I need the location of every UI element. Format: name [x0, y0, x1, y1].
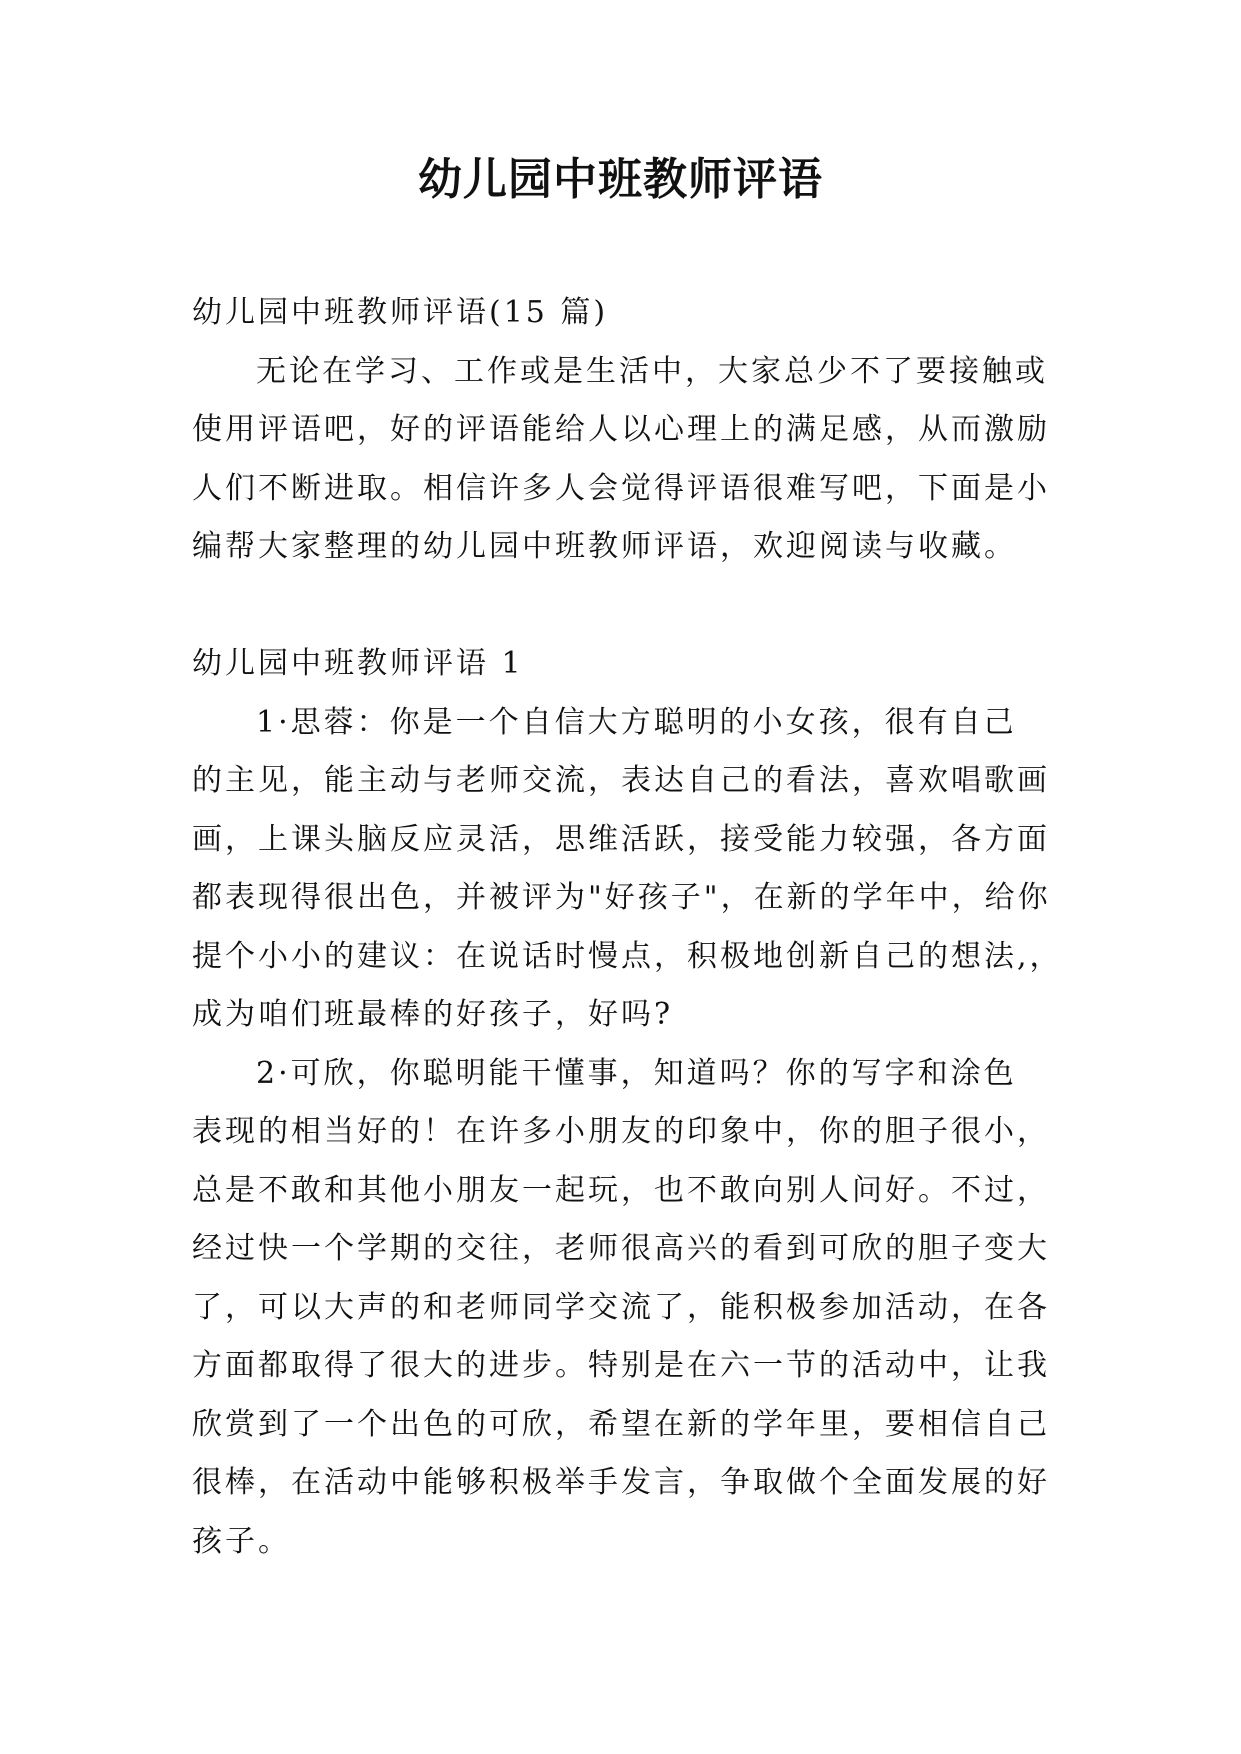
document-subtitle: 幼儿园中班教师评语(15 篇)	[192, 295, 609, 330]
comment-1-line: 的主见，能主动与老师交流，表达自己的看法，喜欢唱歌画	[192, 763, 1050, 798]
comment-2-line: 表现的相当好的！在许多小朋友的印象中，你的胆子很小，	[192, 1114, 1050, 1149]
comment-2-line: 总是不敢和其他小朋友一起玩，也不敢向别人问好。不过，	[192, 1172, 1050, 1208]
comment-1-line: 1·思蓉：你是一个自信大方聪明的小女孩，很有自己	[256, 704, 1017, 740]
comment-2-paragraph	[192, 1045, 1052, 1572]
comment-2-line: 很棒，在活动中能够积极举手发言，争取做个全面发展的好	[192, 1465, 1050, 1500]
intro-paragraph	[192, 343, 1052, 577]
paragraph-gap	[192, 577, 1052, 636]
comment-2-line: 经过快一个学期的交往，老师很高兴的看到可欣的胆子变大	[192, 1231, 1050, 1266]
intro-line: 人们不断进取。相信许多人会觉得评语很难写吧，下面是小	[192, 470, 1050, 506]
document-title: 幼儿园中班教师评语	[418, 154, 823, 205]
comment-2-line: 方面都取得了很大的进步。特别是在六一节的活动中，让我	[192, 1348, 1050, 1383]
comment-2-line: 孩子。	[192, 1523, 291, 1559]
comment-1-line: 成为咱们班最棒的好孩子，好吗?	[192, 997, 674, 1032]
comment-1-line: 提个小小的建议：在说话时慢点，积极地创新自己的想法,，	[192, 938, 1063, 974]
section-heading: 幼儿园中班教师评语 1	[192, 646, 524, 681]
comment-1-line: 都表现得很出色，并被评为"好孩子"，在新的学年中，给你	[192, 880, 1051, 915]
comment-2-line: 欣赏到了一个出色的可欣，希望在新的学年里，要相信自己	[192, 1406, 1050, 1442]
intro-line: 使用评语吧，好的评语能给人以心理上的满足感，从而激励	[192, 412, 1050, 447]
comment-2-line: 2·可欣，你聪明能干懂事，知道吗？你的写字和涂色	[256, 1055, 1017, 1091]
document-body	[192, 284, 1063, 1571]
comment-1-line: 画，上课头脑反应灵活，思维活跃，接受能力较强，各方面	[192, 821, 1050, 857]
intro-line: 无论在学习、工作或是生活中，大家总少不了要接触或	[256, 353, 1048, 389]
comment-1-paragraph	[192, 694, 1063, 1045]
intro-line: 编帮大家整理的幼儿园中班教师评语，欢迎阅读与收藏。	[192, 529, 1017, 564]
comment-2-line: 了，可以大声的和老师同学交流了，能积极参加活动，在各	[192, 1289, 1050, 1325]
